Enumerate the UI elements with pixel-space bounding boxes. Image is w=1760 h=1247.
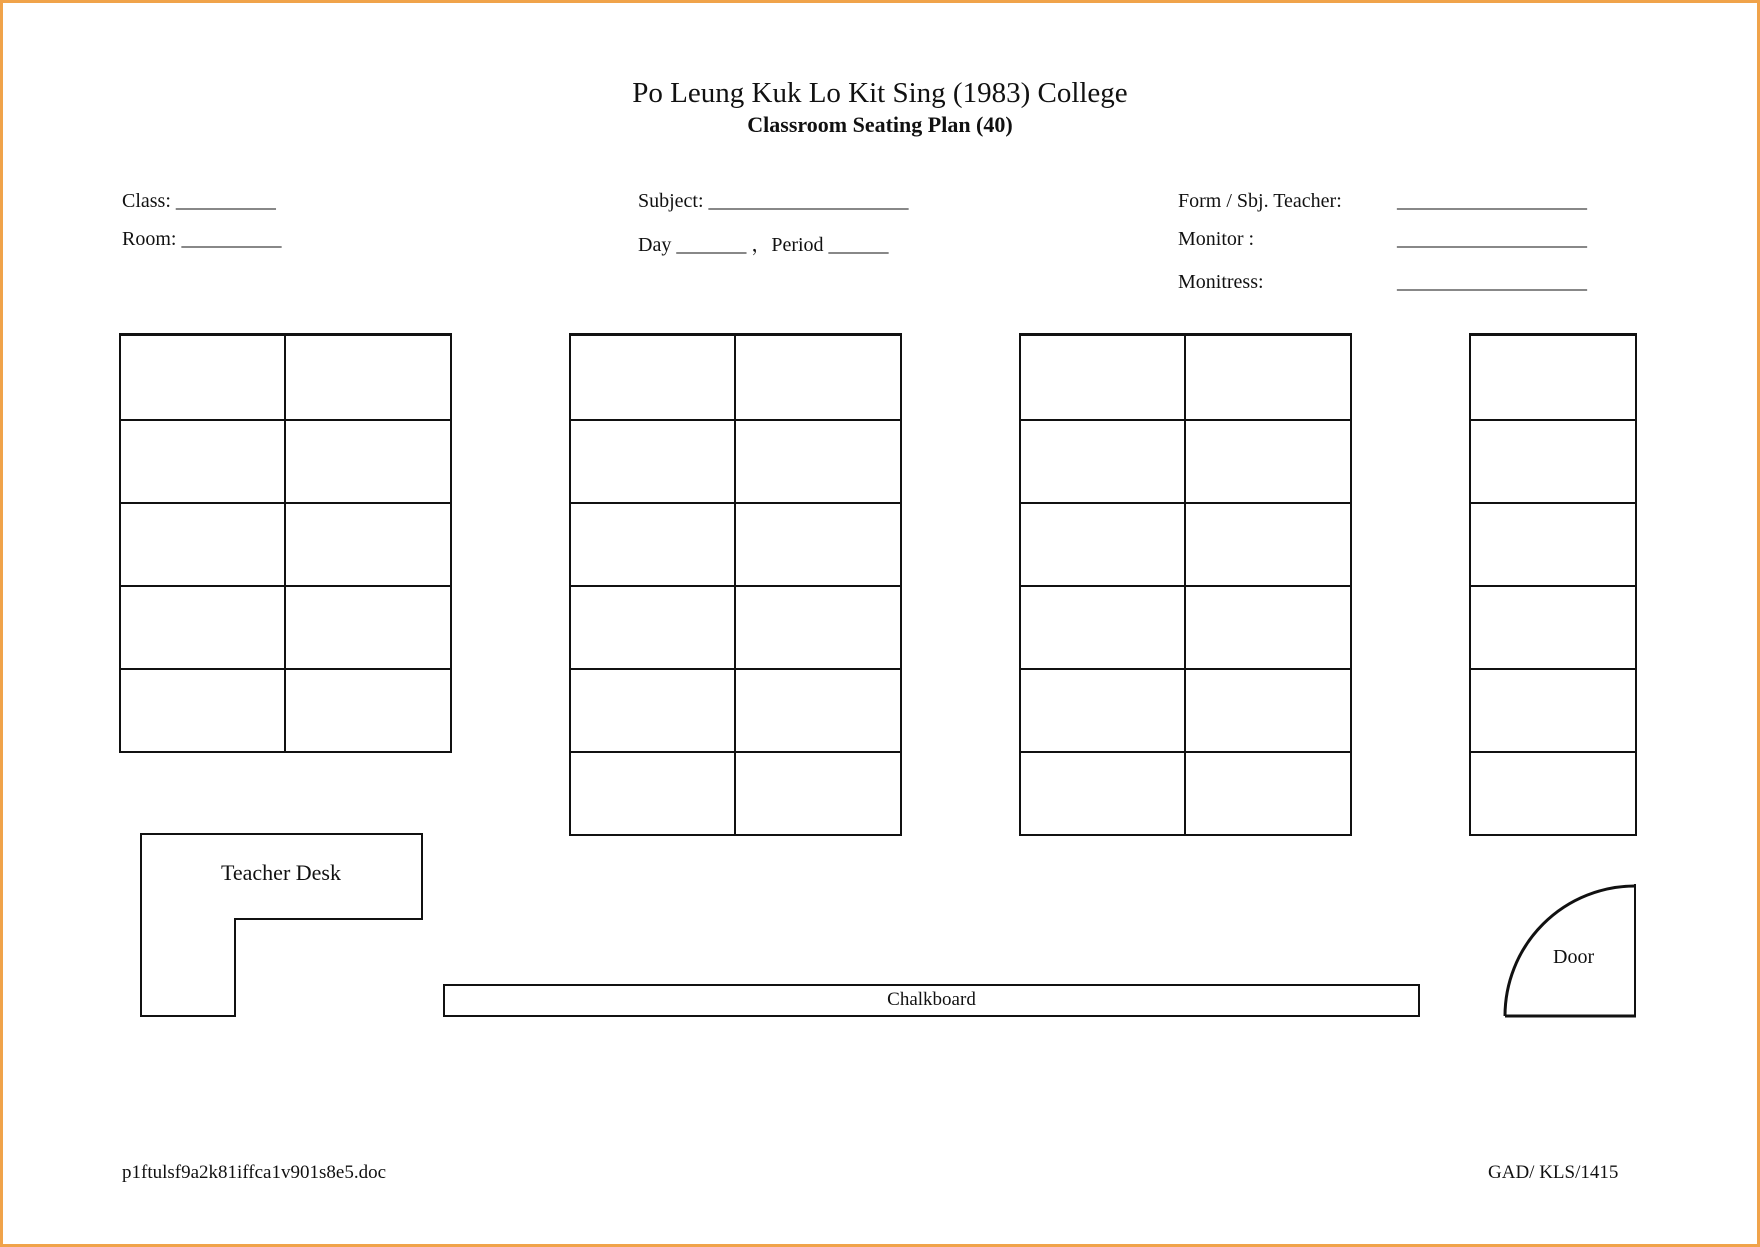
seat	[286, 419, 452, 502]
teacher-label: Form / Sbj. Teacher:	[1178, 190, 1342, 212]
seat	[1186, 419, 1352, 502]
seat	[736, 502, 902, 585]
seat-block-4	[1469, 333, 1637, 836]
teacher-desk-label: Teacher Desk	[220, 860, 341, 885]
seat	[1186, 336, 1352, 419]
footer-reference: GAD/ KLS/1415	[1488, 1162, 1619, 1183]
seat	[121, 336, 286, 419]
chalkboard: Chalkboard	[443, 984, 1420, 1017]
seat	[571, 419, 736, 502]
seat	[1186, 668, 1352, 751]
seat	[571, 751, 736, 834]
seat	[1021, 419, 1186, 502]
monitress-line: ___________________	[1397, 271, 1587, 293]
seat	[1471, 336, 1637, 419]
seat	[1186, 502, 1352, 585]
seat	[1186, 751, 1352, 834]
seat	[1021, 751, 1186, 834]
seat	[571, 668, 736, 751]
class-field: Class: __________	[122, 190, 276, 212]
seat	[571, 336, 736, 419]
monitor-line: ___________________	[1397, 228, 1587, 250]
footer-filename: p1ftulsf9a2k81iffca1v901s8e5.doc	[122, 1162, 387, 1183]
seat	[736, 751, 902, 834]
seat-block-2	[569, 333, 902, 836]
seat	[571, 502, 736, 585]
seat	[571, 585, 736, 668]
seat-block-1	[119, 333, 452, 753]
seat	[121, 502, 286, 585]
seat	[1471, 502, 1637, 585]
room-field: Room: __________	[122, 228, 282, 250]
seat	[286, 668, 452, 751]
page-title: Po Leung Kuk Lo Kit Sing (1983) College	[632, 77, 1128, 109]
seat	[736, 668, 902, 751]
door-label: Door	[1553, 946, 1595, 968]
seat	[736, 336, 902, 419]
monitor-label: Monitor :	[1178, 228, 1255, 250]
seat	[121, 668, 286, 751]
seat	[1471, 751, 1637, 834]
seat	[286, 502, 452, 585]
day-period-field: Day _______ ，Period ______	[638, 234, 889, 256]
seat	[736, 419, 902, 502]
seat	[121, 585, 286, 668]
subject-field: Subject: ____________________	[638, 190, 909, 212]
teacher-desk	[140, 833, 424, 1018]
door	[1503, 882, 1637, 1018]
seat	[1471, 668, 1637, 751]
seat	[1021, 336, 1186, 419]
seat	[1186, 585, 1352, 668]
seat	[286, 585, 452, 668]
page-subtitle: Classroom Seating Plan (40)	[747, 112, 1013, 137]
seat	[1021, 502, 1186, 585]
seat	[1471, 419, 1637, 502]
seat	[121, 419, 286, 502]
seat	[1471, 585, 1637, 668]
seat	[736, 585, 902, 668]
seat	[286, 336, 452, 419]
teacher-line: ___________________	[1397, 190, 1587, 212]
monitress-label: Monitress:	[1178, 271, 1264, 293]
seat	[1021, 668, 1186, 751]
seat-block-3	[1019, 333, 1352, 836]
seat	[1021, 585, 1186, 668]
